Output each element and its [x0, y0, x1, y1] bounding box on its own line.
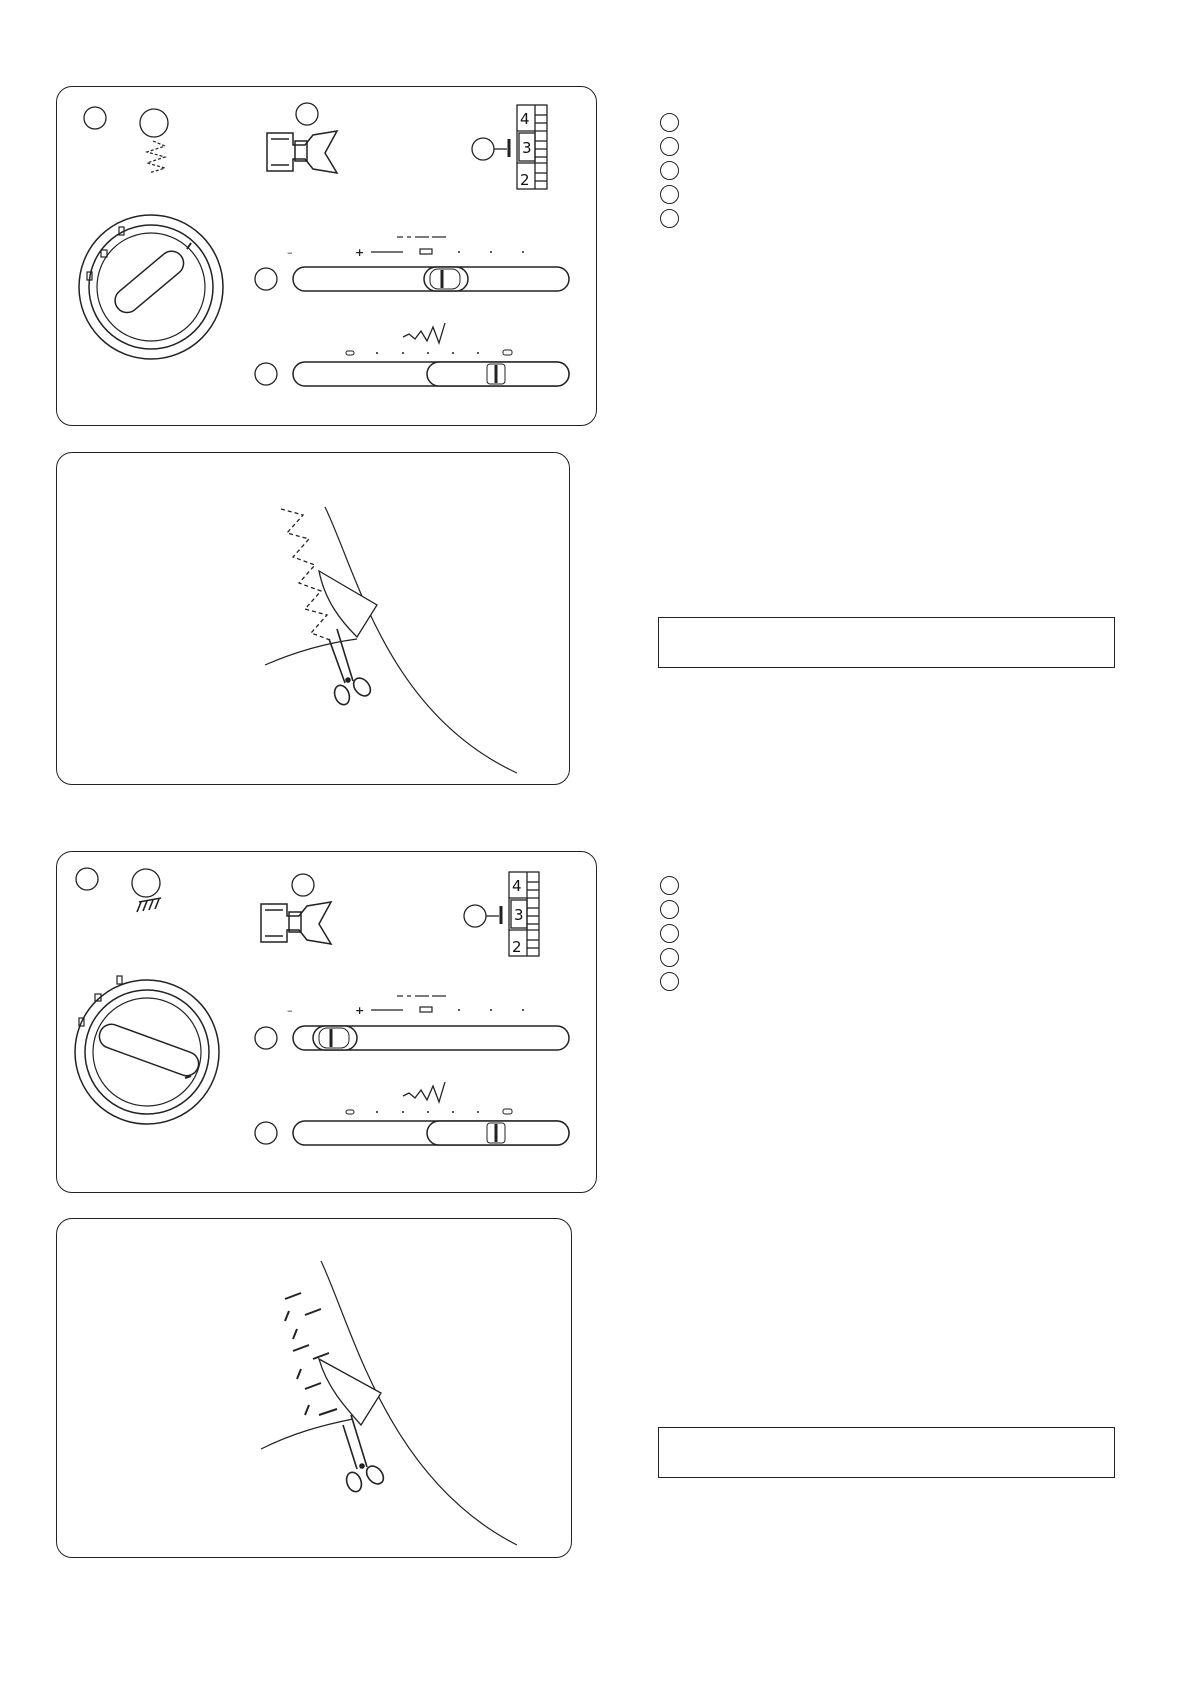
scissors-icon [329, 629, 374, 707]
gauge-label-4: 4 [512, 877, 522, 895]
overedge-seam [285, 1293, 337, 1415]
stitch-length-scale [371, 996, 446, 1012]
callout-f [255, 363, 277, 385]
legend-callout-2 [660, 900, 679, 919]
stitch-length-plus: + [355, 1004, 365, 1017]
zigzag-cutting-illustration [57, 453, 571, 786]
stitch-selector-dial [79, 215, 223, 359]
legend-callout-4 [660, 185, 679, 204]
presser-foot-icon [267, 131, 337, 173]
callout-d [472, 138, 494, 160]
callout-c [296, 103, 318, 125]
legend-callout-2 [660, 137, 679, 156]
legend-callout-1 [660, 876, 679, 895]
callout-b [132, 869, 160, 897]
legend-callout-3 [660, 924, 679, 943]
stitch-width-slider-knob [427, 362, 569, 386]
callout-f [255, 1122, 277, 1144]
settings-panel-straight [56, 851, 597, 1193]
legend-callout-5 [660, 209, 679, 228]
gauge-label-3: 3 [522, 139, 532, 157]
callout-d [464, 905, 486, 927]
settings-panel-straight-drawing [57, 852, 598, 1194]
folded-fabric-flap [319, 1359, 381, 1425]
legend-callout-4 [660, 948, 679, 967]
illustration-panel-zigzag [56, 452, 570, 785]
legend-callout-5 [660, 972, 679, 991]
settings-panel-zigzag-drawing [57, 87, 598, 427]
fabric-edge [261, 1261, 517, 1545]
stitch-length-scale [371, 237, 446, 254]
callout-e [255, 268, 277, 290]
legend-callout-3 [660, 161, 679, 180]
stitch-length-plus: + [355, 246, 365, 259]
callout-c [292, 874, 314, 896]
stitch-length-slider-knob [424, 267, 468, 291]
stitch-length-minus: – [287, 1004, 293, 1017]
legend-callout-1 [660, 113, 679, 132]
stitch-length-slider-knob [313, 1026, 357, 1050]
overedge-cutting-illustration [57, 1219, 573, 1559]
illustration-panel-straight [56, 1218, 572, 1558]
stitch-width-icon [403, 1082, 445, 1102]
callout-a [84, 107, 106, 129]
stitch-width-scale [346, 1109, 512, 1114]
folded-fabric-flap [319, 571, 377, 637]
presser-foot-icon [261, 902, 331, 944]
callout-e [255, 1027, 277, 1049]
settings-panel-zigzag [56, 86, 597, 426]
gauge-label-3: 3 [514, 906, 524, 924]
note-box-zigzag [658, 617, 1115, 668]
callout-a [76, 868, 98, 890]
stitch-width-scale [346, 350, 512, 355]
stitch-width-icon [403, 323, 445, 343]
overedge-stitch-icon [137, 898, 161, 912]
zigzag-stitch-icon [147, 141, 165, 173]
scissors-icon [343, 1415, 387, 1494]
gauge-label-2: 2 [520, 171, 530, 189]
stitch-width-slider-knob [427, 1121, 569, 1145]
callout-b [140, 109, 168, 137]
gauge-label-4: 4 [520, 110, 530, 128]
stitch-selector-dial [75, 976, 219, 1124]
gauge-label-2: 2 [512, 938, 522, 956]
stitch-length-minus: – [287, 246, 293, 259]
note-box-straight [658, 1427, 1115, 1478]
